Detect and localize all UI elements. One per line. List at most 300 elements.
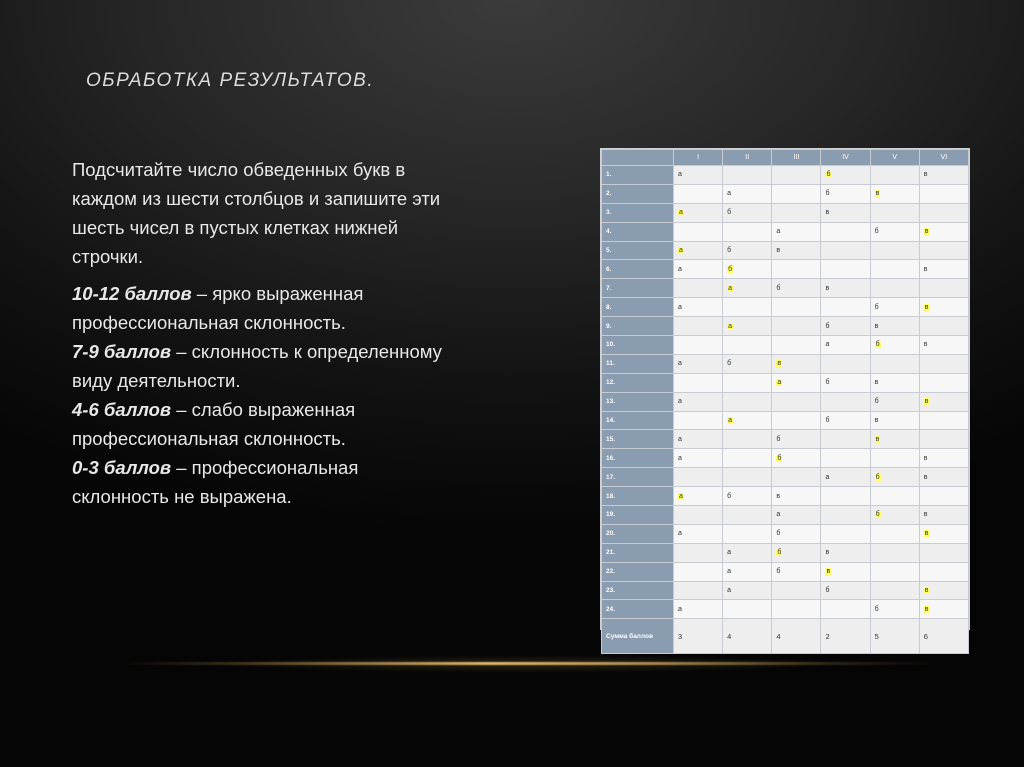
table-cell xyxy=(870,298,919,317)
table-cell xyxy=(821,317,870,336)
table-cell xyxy=(723,449,772,468)
table-cell xyxy=(821,487,870,506)
table-cell xyxy=(674,506,723,525)
table-cell xyxy=(772,166,821,185)
table-cell xyxy=(870,279,919,298)
table-cell xyxy=(821,543,870,562)
table-cell xyxy=(772,487,821,506)
cell-letter: а xyxy=(679,492,683,500)
table-cell xyxy=(723,524,772,543)
table-cell xyxy=(821,279,870,298)
cell-letter: б xyxy=(825,190,830,198)
cell-letter: в xyxy=(923,511,928,519)
table-cell xyxy=(723,411,772,430)
table-cell xyxy=(919,581,968,600)
table-cell xyxy=(674,468,723,487)
cell-letter: б xyxy=(776,435,781,443)
table-cell xyxy=(772,354,821,373)
table-row xyxy=(602,317,969,336)
table-row xyxy=(602,241,969,260)
table-row xyxy=(602,203,969,222)
table-cell xyxy=(674,184,723,203)
cell-letter: а xyxy=(728,417,733,425)
table-cell xyxy=(919,222,968,241)
cell-letter: а xyxy=(727,549,732,557)
table-cell xyxy=(723,354,772,373)
cell-letter: в xyxy=(825,284,830,292)
table-cell xyxy=(821,449,870,468)
table-cell xyxy=(821,373,870,392)
instruction-text: Подсчитайте число обведенных букв в каждом из шести столбцов и запишите эти шесть чисел в пустых клетках нижней строчки. xyxy=(72,159,441,267)
table-cell xyxy=(723,166,772,185)
table-cell xyxy=(772,222,821,241)
cell-letter: в xyxy=(924,605,929,613)
cell-letter: а xyxy=(678,398,682,406)
table-cell xyxy=(674,279,723,298)
floor-glow-line xyxy=(120,662,940,665)
sum-row-label: Сумма баллов xyxy=(602,619,674,654)
table-cell xyxy=(772,468,821,487)
table-cell xyxy=(870,468,919,487)
table-row xyxy=(602,354,969,373)
table-cell xyxy=(772,392,821,411)
table-cell xyxy=(674,543,723,562)
table-cell xyxy=(821,184,870,203)
table-cell xyxy=(870,336,919,355)
table-cell xyxy=(919,166,968,185)
table-cell xyxy=(870,392,919,411)
table-cell xyxy=(821,411,870,430)
cell-letter: б xyxy=(874,398,879,406)
table-row xyxy=(602,430,969,449)
table-cell xyxy=(821,222,870,241)
cell-letter: а xyxy=(777,379,782,387)
table-cell xyxy=(919,298,968,317)
table-cell xyxy=(674,411,723,430)
cell-letter: в xyxy=(777,360,782,368)
table-cell xyxy=(674,430,723,449)
table-cell xyxy=(870,184,919,203)
cell-letter: б xyxy=(728,265,733,273)
table-cell xyxy=(870,562,919,581)
scoring-range: 10-12 баллов xyxy=(72,283,192,304)
cell-letter: а xyxy=(678,605,682,613)
table-row xyxy=(602,506,969,525)
row-number: 18. xyxy=(602,487,674,506)
table-cell xyxy=(723,600,772,619)
table-cell xyxy=(919,260,968,279)
table-cell xyxy=(674,260,723,279)
cell-letter: б xyxy=(825,322,830,330)
cell-letter: в xyxy=(875,435,880,443)
table-cell xyxy=(870,222,919,241)
cell-letter: б xyxy=(875,341,880,349)
table-cell xyxy=(919,543,968,562)
row-number: 5. xyxy=(602,241,674,260)
column-header: II xyxy=(723,150,772,166)
row-number: 16. xyxy=(602,449,674,468)
table-row xyxy=(602,392,969,411)
table-cell xyxy=(723,392,772,411)
scoring-description: – ярко выраженная профессиональная склонность. xyxy=(72,283,364,333)
table-cell xyxy=(919,468,968,487)
row-number: 9. xyxy=(602,317,674,336)
table-cell xyxy=(919,317,968,336)
row-number: 2. xyxy=(602,184,674,203)
scoring-range: 7-9 баллов xyxy=(72,341,172,362)
cell-letter: в xyxy=(923,454,928,462)
cell-letter: б xyxy=(727,492,732,500)
row-number: 23. xyxy=(602,581,674,600)
table-cell xyxy=(919,279,968,298)
cell-letter: а xyxy=(727,190,732,198)
table-cell xyxy=(723,373,772,392)
cell-letter: б xyxy=(727,247,732,254)
cell-letter: в xyxy=(874,322,879,330)
table-cell xyxy=(870,411,919,430)
slide-body xyxy=(72,155,442,519)
column-header: III xyxy=(772,150,821,166)
row-number: 1. xyxy=(602,166,674,185)
table-cell xyxy=(919,354,968,373)
cell-letter: в xyxy=(923,171,928,179)
row-number: 11. xyxy=(602,354,674,373)
scoring-list xyxy=(72,279,442,511)
table-cell xyxy=(723,468,772,487)
table-cell xyxy=(870,317,919,336)
row-number: 15. xyxy=(602,430,674,449)
table-cell xyxy=(772,298,821,317)
table-cell xyxy=(674,222,723,241)
cell-letter: а xyxy=(678,454,682,462)
sum-value: 3 xyxy=(674,619,723,654)
table-cell xyxy=(870,543,919,562)
cell-letter: б xyxy=(776,530,781,538)
cell-letter: а xyxy=(679,247,683,254)
table-cell xyxy=(674,487,723,506)
table-cell xyxy=(723,298,772,317)
cell-letter: б xyxy=(825,587,830,595)
table-cell xyxy=(919,600,968,619)
table-cell xyxy=(821,430,870,449)
table-cell xyxy=(919,487,968,506)
table-cell xyxy=(821,506,870,525)
table-cell xyxy=(919,241,968,260)
table-cell xyxy=(674,241,723,260)
scoring-description: – склонность к определенному виду деятельности. xyxy=(72,341,442,391)
table-row xyxy=(602,543,969,562)
cell-letter: в xyxy=(874,379,879,387)
table-cell xyxy=(723,581,772,600)
table-cell xyxy=(870,487,919,506)
table-cell xyxy=(919,562,968,581)
table-row xyxy=(602,222,969,241)
cell-letter: б xyxy=(875,473,880,481)
table-cell xyxy=(919,411,968,430)
cell-letter: а xyxy=(728,284,733,292)
scoring-item xyxy=(72,337,442,395)
table-cell xyxy=(674,354,723,373)
cell-letter: в xyxy=(826,568,831,576)
cell-letter: в xyxy=(923,473,928,481)
sum-value: 4 xyxy=(772,619,821,654)
table-body xyxy=(602,166,969,654)
row-number: 14. xyxy=(602,411,674,430)
cell-letter: б xyxy=(874,228,879,236)
row-number: 7. xyxy=(602,279,674,298)
cell-letter: в xyxy=(874,417,879,425)
table-cell xyxy=(723,317,772,336)
cell-letter: в xyxy=(924,587,929,595)
table-cell xyxy=(919,203,968,222)
table-cell xyxy=(723,543,772,562)
table-cell xyxy=(772,317,821,336)
cell-letter: а xyxy=(678,530,682,538)
table-cell xyxy=(919,392,968,411)
table-cell xyxy=(821,468,870,487)
table-cell xyxy=(674,336,723,355)
table-cell xyxy=(821,203,870,222)
cell-letter: в xyxy=(923,341,928,349)
cell-letter: в xyxy=(825,209,830,217)
table-cell xyxy=(723,222,772,241)
table-cell xyxy=(674,317,723,336)
cell-letter: б xyxy=(875,511,880,519)
cell-letter: б xyxy=(825,417,830,425)
row-number: 22. xyxy=(602,562,674,581)
column-header: I xyxy=(674,150,723,166)
scoring-description: – профессиональная склонность не выражена. xyxy=(72,457,359,507)
column-header: VI xyxy=(919,150,968,166)
column-header: V xyxy=(870,150,919,166)
table-cell xyxy=(821,354,870,373)
row-number: 19. xyxy=(602,506,674,525)
sum-value: 6 xyxy=(919,619,968,654)
table-cell xyxy=(772,562,821,581)
scoring-range: 0-3 баллов xyxy=(72,457,172,478)
table-cell xyxy=(821,581,870,600)
table-cell xyxy=(870,166,919,185)
table-row xyxy=(602,449,969,468)
cell-letter: а xyxy=(678,171,682,179)
table-cell xyxy=(772,373,821,392)
table-cell xyxy=(674,166,723,185)
table-cell xyxy=(772,336,821,355)
row-number: 6. xyxy=(602,260,674,279)
table-cell xyxy=(821,260,870,279)
table-row xyxy=(602,581,969,600)
table-cell xyxy=(674,581,723,600)
table-cell xyxy=(870,449,919,468)
sum-row xyxy=(602,619,969,654)
table-row xyxy=(602,279,969,298)
table-cell xyxy=(772,184,821,203)
table-cell xyxy=(919,524,968,543)
sum-value: 4 xyxy=(723,619,772,654)
table-row xyxy=(602,336,969,355)
cell-letter: в xyxy=(825,549,830,557)
table-cell xyxy=(674,449,723,468)
table-cell xyxy=(674,600,723,619)
scoring-range: 4-6 баллов xyxy=(72,399,172,420)
table-cell xyxy=(870,524,919,543)
table-row xyxy=(602,260,969,279)
table-cell xyxy=(919,336,968,355)
answer-table xyxy=(601,149,969,654)
table-row xyxy=(602,166,969,185)
table-cell xyxy=(772,524,821,543)
row-number: 3. xyxy=(602,203,674,222)
table-cell xyxy=(870,373,919,392)
table-row xyxy=(602,298,969,317)
column-header xyxy=(602,150,674,166)
table-cell xyxy=(723,279,772,298)
table-row xyxy=(602,600,969,619)
table-cell xyxy=(821,524,870,543)
table-cell xyxy=(674,203,723,222)
scoring-description: – слабо выраженная профессиональная склонность. xyxy=(72,399,356,449)
cell-letter: в xyxy=(924,530,929,538)
table-cell xyxy=(723,487,772,506)
cell-letter: б xyxy=(727,209,732,217)
table-cell xyxy=(919,506,968,525)
table-cell xyxy=(919,430,968,449)
cell-letter: в xyxy=(924,398,929,406)
slide-title: ОБРАБОТКА РЕЗУЛЬТАТОВ. xyxy=(86,70,375,91)
table-cell xyxy=(919,449,968,468)
table-cell xyxy=(870,581,919,600)
sum-value: 5 xyxy=(870,619,919,654)
table-cell xyxy=(674,298,723,317)
table-header-row xyxy=(602,150,969,166)
cell-letter: в xyxy=(776,492,781,500)
cell-letter: а xyxy=(727,568,732,576)
scoring-item xyxy=(72,395,442,453)
row-number: 17. xyxy=(602,468,674,487)
table-cell xyxy=(870,203,919,222)
row-number: 8. xyxy=(602,298,674,317)
cell-letter: в xyxy=(923,265,928,273)
table-row xyxy=(602,373,969,392)
cell-letter: а xyxy=(825,341,830,349)
cell-letter: б xyxy=(826,171,831,179)
cell-letter: б xyxy=(727,360,732,368)
cell-letter: а xyxy=(825,473,830,481)
table-cell xyxy=(870,506,919,525)
table-cell xyxy=(870,241,919,260)
table-cell xyxy=(723,430,772,449)
scoring-item xyxy=(72,279,442,337)
table-cell xyxy=(723,336,772,355)
scoring-item xyxy=(72,453,442,511)
column-header: IV xyxy=(821,150,870,166)
cell-letter: б xyxy=(825,379,830,387)
table-cell xyxy=(821,336,870,355)
table-row xyxy=(602,487,969,506)
cell-letter: а xyxy=(678,435,682,443)
row-number: 13. xyxy=(602,392,674,411)
table-cell xyxy=(674,392,723,411)
table-cell xyxy=(772,543,821,562)
table-cell xyxy=(919,184,968,203)
row-number: 24. xyxy=(602,600,674,619)
table-cell xyxy=(919,373,968,392)
cell-letter: а xyxy=(678,265,682,273)
row-number: 4. xyxy=(602,222,674,241)
cell-letter: а xyxy=(678,303,682,311)
cell-letter: б xyxy=(777,549,782,557)
cell-letter: б xyxy=(874,303,879,311)
table-cell xyxy=(821,600,870,619)
table-row xyxy=(602,411,969,430)
cell-letter: а xyxy=(728,322,733,330)
cell-letter: б xyxy=(874,605,879,613)
table-cell xyxy=(772,506,821,525)
table-cell xyxy=(772,581,821,600)
table-cell xyxy=(772,600,821,619)
cell-letter: в xyxy=(924,228,929,236)
cell-letter: а xyxy=(776,228,781,236)
table-cell xyxy=(772,260,821,279)
table-cell xyxy=(821,241,870,260)
cell-letter: в xyxy=(776,247,781,254)
table-cell xyxy=(723,506,772,525)
table-cell xyxy=(723,260,772,279)
table-cell xyxy=(772,411,821,430)
cell-letter: б xyxy=(776,568,781,576)
table-cell xyxy=(723,241,772,260)
table-cell xyxy=(772,279,821,298)
row-number: 20. xyxy=(602,524,674,543)
table-cell xyxy=(723,203,772,222)
row-number: 12. xyxy=(602,373,674,392)
table-cell xyxy=(723,562,772,581)
table-row xyxy=(602,468,969,487)
table-cell xyxy=(870,430,919,449)
table-row xyxy=(602,524,969,543)
table-cell xyxy=(674,562,723,581)
cell-letter: а xyxy=(727,587,732,595)
table-cell xyxy=(772,430,821,449)
table-cell xyxy=(674,524,723,543)
table-cell xyxy=(723,184,772,203)
table-cell xyxy=(772,203,821,222)
row-number: 21. xyxy=(602,543,674,562)
table-cell xyxy=(674,373,723,392)
cell-letter: б xyxy=(776,284,781,292)
cell-letter: в xyxy=(875,190,880,198)
cell-letter: а xyxy=(679,209,683,217)
table-cell xyxy=(821,298,870,317)
cell-letter: а xyxy=(776,511,781,519)
table-cell xyxy=(870,260,919,279)
table-cell xyxy=(821,562,870,581)
sum-value: 2 xyxy=(821,619,870,654)
cell-letter: а xyxy=(678,360,682,368)
table-cell xyxy=(821,392,870,411)
table-cell xyxy=(772,241,821,260)
table-row xyxy=(602,184,969,203)
table-cell xyxy=(772,449,821,468)
cell-letter: б xyxy=(777,454,782,462)
cell-letter: в xyxy=(924,303,929,311)
table-cell xyxy=(821,166,870,185)
table-cell xyxy=(870,600,919,619)
row-number: 10. xyxy=(602,336,674,355)
table-row xyxy=(602,562,969,581)
answer-table-container xyxy=(600,148,970,641)
table-cell xyxy=(870,354,919,373)
